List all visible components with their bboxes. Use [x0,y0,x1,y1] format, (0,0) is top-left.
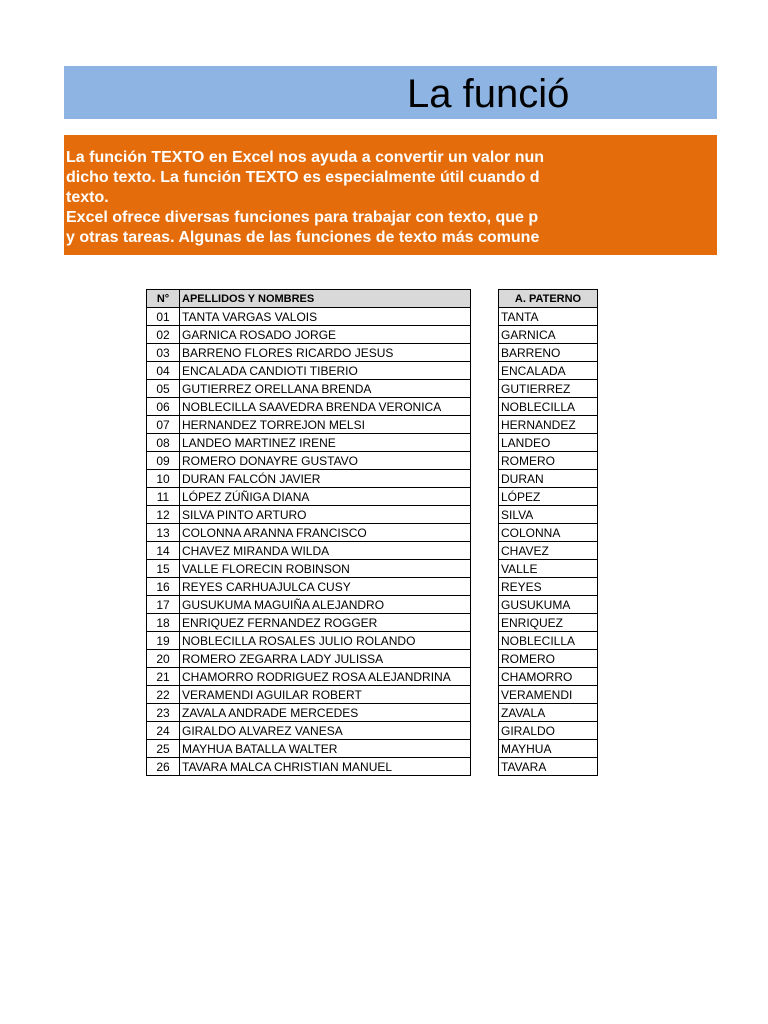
table-row [499,632,598,650]
row-paterno[interactable]: TAVARA [499,758,598,776]
row-paterno[interactable]: NOBLECILLA [499,398,598,416]
description-segment: es especialmente útil cuando d [298,169,540,186]
row-paterno[interactable]: CHAVEZ [499,542,598,560]
title-banner [64,66,717,119]
row-full-name[interactable]: BARRENO FLORES RICARDO JESUS [180,344,471,362]
table-row [147,650,471,668]
row-number[interactable]: 02 [147,326,180,344]
row-number[interactable]: 12 [147,506,180,524]
row-full-name[interactable]: ZAVALA ANDRADE MERCEDES [180,704,471,722]
row-number[interactable]: 15 [147,560,180,578]
table-row [147,308,471,326]
row-full-name[interactable]: TAVARA MALCA CHRISTIAN MANUEL [180,758,471,776]
row-full-name[interactable]: ENRIQUEZ FERNANDEZ ROGGER [180,614,471,632]
row-paterno[interactable]: COLONNA [499,524,598,542]
table-row [147,596,471,614]
table-row [499,488,598,506]
table-row [147,668,471,686]
row-full-name[interactable]: GUSUKUMA MAGUIÑA ALEJANDRO [180,596,471,614]
row-full-name[interactable]: ROMERO ZEGARRA LADY JULISSA [180,650,471,668]
row-paterno[interactable]: BARRENO [499,344,598,362]
description-segment: dicho texto. La función [66,169,246,186]
row-paterno[interactable]: LANDEO [499,434,598,452]
table-row [499,650,598,668]
table-row [147,506,471,524]
row-full-name[interactable]: CHAMORRO RODRIGUEZ ROSA ALEJANDRINA [180,668,471,686]
row-paterno[interactable]: LÓPEZ [499,488,598,506]
table-row [147,704,471,722]
table-row [499,506,598,524]
row-paterno[interactable]: GARNICA [499,326,598,344]
row-paterno[interactable]: ZAVALA [499,704,598,722]
row-full-name[interactable]: REYES CARHUAJULCA CUSY [180,578,471,596]
description-segment: Excel ofrece diversas funciones para trabajar con texto, que p [66,209,539,226]
row-full-name[interactable]: HERNANDEZ TORREJON MELSI [180,416,471,434]
row-number[interactable]: 18 [147,614,180,632]
table-row [147,362,471,380]
row-number[interactable]: 25 [147,740,180,758]
row-full-name[interactable]: LÓPEZ ZÚÑIGA DIANA [180,488,471,506]
table-row [499,524,598,542]
table-row [499,542,598,560]
row-number[interactable]: 19 [147,632,180,650]
row-full-name[interactable]: COLONNA ARANNA FRANCISCO [180,524,471,542]
table-row [499,758,598,776]
description-keyword: TEXTO [151,149,205,166]
row-paterno[interactable]: CHAMORRO [499,668,598,686]
row-full-name[interactable]: MAYHUA BATALLA WALTER [180,740,471,758]
row-paterno[interactable]: GUTIERREZ [499,380,598,398]
row-number[interactable]: 13 [147,524,180,542]
table-row [147,614,471,632]
page-title: La funció [407,72,570,116]
description-line [66,148,601,168]
table-row [499,470,598,488]
row-number[interactable]: 07 [147,416,180,434]
description-segment: La función [66,149,152,166]
row-number[interactable]: 16 [147,578,180,596]
row-paterno[interactable]: ENRIQUEZ [499,614,598,632]
row-number[interactable]: 21 [147,668,180,686]
row-paterno[interactable]: HERNANDEZ [499,416,598,434]
table-row [499,704,598,722]
table-row [147,632,471,650]
table-row [147,524,471,542]
table-row [147,470,471,488]
table-row [147,488,471,506]
row-number[interactable]: 01 [147,308,180,326]
row-paterno[interactable]: MAYHUA [499,740,598,758]
table-row [499,668,598,686]
row-number[interactable]: 17 [147,596,180,614]
paterno-table [498,289,598,776]
table-row [499,380,598,398]
header-paterno: A. PATERNO [499,290,598,308]
table-row [147,416,471,434]
table-header-row [499,290,598,308]
table-row [499,560,598,578]
row-number[interactable]: 06 [147,398,180,416]
row-paterno[interactable]: NOBLECILLA [499,632,598,650]
row-number[interactable]: 22 [147,686,180,704]
table-header-row [147,290,471,308]
row-full-name[interactable]: VERAMENDI AGUILAR ROBERT [180,686,471,704]
row-full-name[interactable]: SILVA PINTO ARTURO [180,506,471,524]
row-full-name[interactable]: VALLE FLORECIN ROBINSON [180,560,471,578]
row-paterno[interactable]: SILVA [499,506,598,524]
table-row [499,722,598,740]
description-segment: texto. [66,189,109,206]
names-table [146,289,471,776]
row-paterno[interactable]: VALLE [499,560,598,578]
header-names: APELLIDOS Y NOMBRES [180,290,471,308]
table-row [147,344,471,362]
table-row [499,578,598,596]
row-number[interactable]: 05 [147,380,180,398]
table-row [147,578,471,596]
description-line [66,188,601,208]
row-paterno[interactable]: TANTA [499,308,598,326]
row-number[interactable]: 09 [147,452,180,470]
row-paterno[interactable]: VERAMENDI [499,686,598,704]
table-row [499,452,598,470]
table-row [147,758,471,776]
table-row [147,434,471,452]
row-full-name[interactable]: CHAVEZ MIRANDA WILDA [180,542,471,560]
row-number[interactable]: 03 [147,344,180,362]
table-row [147,740,471,758]
table-row [499,686,598,704]
row-full-name[interactable]: NOBLECILLA SAAVEDRA BRENDA VERONICA [180,398,471,416]
table-row [499,308,598,326]
table-row [147,560,471,578]
table-row [499,362,598,380]
row-paterno[interactable]: REYES [499,578,598,596]
row-number[interactable]: 11 [147,488,180,506]
row-full-name[interactable]: GIRALDO ALVAREZ VANESA [180,722,471,740]
row-full-name[interactable]: TANTA VARGAS VALOIS [180,308,471,326]
row-number[interactable]: 24 [147,722,180,740]
table-row [147,326,471,344]
description-segment: en Excel nos ayuda a convertir un valor nun [204,149,545,166]
description-box [64,135,717,255]
table-row [499,740,598,758]
row-paterno[interactable]: ROMERO [499,650,598,668]
row-number[interactable]: 26 [147,758,180,776]
table-row [499,596,598,614]
row-number[interactable]: 23 [147,704,180,722]
description-keyword: TEXTO [245,169,299,186]
row-paterno[interactable]: GIRALDO [499,722,598,740]
row-full-name[interactable]: LANDEO MARTINEZ IRENE [180,434,471,452]
row-paterno[interactable]: ENCALADA [499,362,598,380]
description-segment: y otras tareas. Algunas de las funciones de texto más comune [66,229,540,246]
table-row [499,344,598,362]
row-full-name[interactable]: NOBLECILLA ROSALES JULIO ROLANDO [180,632,471,650]
row-paterno[interactable]: ROMERO [499,452,598,470]
row-full-name[interactable]: ENCALADA CANDIOTI TIBERIO [180,362,471,380]
row-number[interactable]: 08 [147,434,180,452]
table-row [499,614,598,632]
row-paterno[interactable]: GUSUKUMA [499,596,598,614]
table-row [147,452,471,470]
row-paterno[interactable]: DURAN [499,470,598,488]
description-line [66,228,601,248]
row-full-name[interactable]: DURAN FALCÓN JAVIER [180,470,471,488]
table-row [147,686,471,704]
table-row [499,326,598,344]
row-full-name[interactable]: ROMERO DONAYRE GUSTAVO [180,452,471,470]
description-line [66,168,601,188]
row-number[interactable]: 04 [147,362,180,380]
row-number[interactable]: 10 [147,470,180,488]
row-number[interactable]: 14 [147,542,180,560]
row-full-name[interactable]: GARNICA ROSADO JORGE [180,326,471,344]
table-row [499,416,598,434]
table-row [499,434,598,452]
table-row [147,398,471,416]
header-number: N° [147,290,180,308]
description-text [66,148,601,248]
table-row [499,398,598,416]
row-full-name[interactable]: GUTIERREZ ORELLANA BRENDA [180,380,471,398]
row-number[interactable]: 20 [147,650,180,668]
description-line [66,208,601,228]
table-row [147,542,471,560]
table-row [147,722,471,740]
table-row [147,380,471,398]
